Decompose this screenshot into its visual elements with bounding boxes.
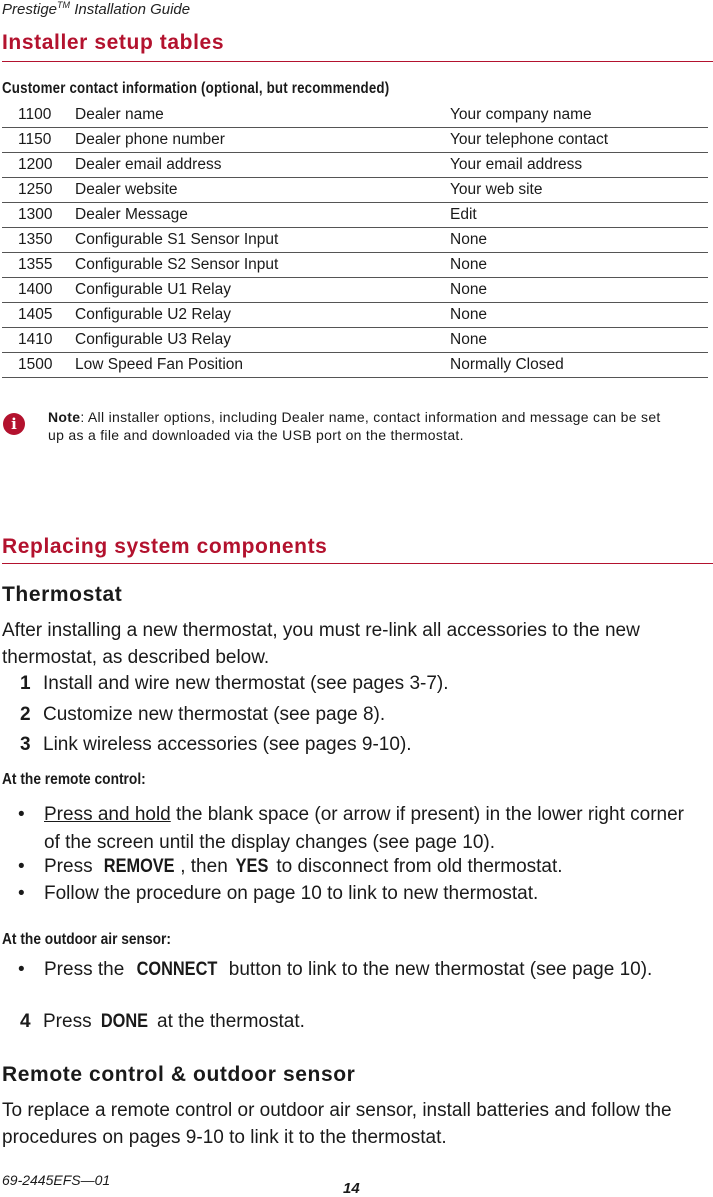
row-indent	[2, 353, 18, 378]
row-label: Dealer phone number	[75, 128, 450, 153]
row-code: 1300	[18, 203, 75, 228]
row-value: None	[450, 278, 708, 303]
row-code: 1405	[18, 303, 75, 328]
table-row	[2, 278, 708, 303]
table-title: Customer contact information (optional, but recommended)	[2, 80, 390, 97]
running-header	[2, 0, 190, 18]
section-title-replacing: Replacing system components	[2, 535, 328, 558]
setup-table	[2, 103, 708, 378]
document-number: 69-2445EFS—01	[2, 1172, 111, 1188]
bullet-dot: •	[18, 804, 25, 825]
row-indent	[2, 153, 18, 178]
row-indent	[2, 103, 18, 128]
row-indent	[2, 253, 18, 278]
row-code: 1350	[18, 228, 75, 253]
row-label: Configurable U1 Relay	[75, 278, 450, 303]
row-code: 1410	[18, 328, 75, 353]
remove-keyword: REMOVE	[103, 856, 175, 877]
step-number: 1	[20, 673, 31, 694]
bullet-dot: •	[18, 856, 25, 877]
bullet-text: button to link to the new thermostat (see page 10).	[223, 959, 653, 980]
row-label: Configurable U3 Relay	[75, 328, 450, 353]
table-row	[2, 103, 708, 128]
row-indent	[2, 278, 18, 303]
table-row	[2, 328, 708, 353]
bullet-text: Press	[44, 856, 98, 877]
table-row	[2, 228, 708, 253]
guide-subtitle: Installation Guide	[74, 1, 191, 18]
step-item	[20, 701, 385, 728]
step-number: 3	[20, 734, 31, 755]
connect-keyword: CONNECT	[136, 959, 217, 980]
table-row	[2, 353, 708, 378]
row-label: Low Speed Fan Position	[75, 353, 450, 378]
bullet-dot: •	[18, 959, 25, 980]
table-row	[2, 303, 708, 328]
row-value: Normally Closed	[450, 353, 708, 378]
row-value: None	[450, 303, 708, 328]
row-label: Configurable S2 Sensor Input	[75, 253, 450, 278]
note	[48, 408, 678, 444]
row-indent	[2, 203, 18, 228]
bullet-text: , then	[180, 856, 234, 877]
step-text: Install and wire new thermostat (see pages 3-7).	[43, 673, 449, 694]
row-code: 1150	[18, 128, 75, 153]
step-item	[20, 1008, 305, 1035]
remote-control-heading: At the remote control:	[2, 771, 146, 788]
done-keyword: DONE	[100, 1011, 148, 1032]
section-rule	[2, 563, 713, 564]
row-label: Dealer name	[75, 103, 450, 128]
step-text: at the thermostat.	[151, 1011, 305, 1032]
bullet-dot: •	[18, 883, 25, 904]
table-row	[2, 203, 708, 228]
row-code: 1400	[18, 278, 75, 303]
row-code: 1100	[18, 103, 75, 128]
step-number: 4	[20, 1011, 31, 1032]
row-value: Your company name	[450, 103, 708, 128]
thermostat-heading: Thermostat	[2, 583, 123, 606]
page-number: 14	[343, 1180, 360, 1197]
thermostat-paragraph: After installing a new thermostat, you must re-link all accessories to the new thermostat, as described below.	[2, 620, 640, 668]
brand-name: Prestige	[2, 1, 58, 18]
row-value: None	[450, 253, 708, 278]
section-rule	[2, 61, 713, 62]
bullet-text: Follow the procedure on page 10 to link to new thermostat.	[44, 883, 539, 904]
step-text: Link wireless accessories (see pages 9-10).	[43, 734, 412, 755]
remote-outdoor-paragraph: To replace a remote control or outdoor air sensor, install batteries and follow the procedures on pages 9-10 to link it to the thermostat.	[2, 1100, 672, 1148]
row-code: 1355	[18, 253, 75, 278]
row-indent	[2, 228, 18, 253]
table-row	[2, 128, 708, 153]
row-value: Edit	[450, 203, 708, 228]
row-label: Dealer website	[75, 178, 450, 203]
row-indent	[2, 178, 18, 203]
step-item	[20, 670, 449, 697]
note-label: Note	[48, 409, 81, 425]
step-text: Customize new thermostat (see page 8).	[43, 704, 386, 725]
row-value: Your web site	[450, 178, 708, 203]
table-row	[2, 153, 708, 178]
row-code: 1500	[18, 353, 75, 378]
row-value: None	[450, 228, 708, 253]
table-row	[2, 253, 708, 278]
row-indent	[2, 328, 18, 353]
row-code: 1200	[18, 153, 75, 178]
row-label: Configurable U2 Relay	[75, 303, 450, 328]
row-label: Dealer email address	[75, 153, 450, 178]
bullet-text: to disconnect from old thermostat.	[271, 856, 563, 877]
row-indent	[2, 303, 18, 328]
step-number: 2	[20, 704, 31, 725]
row-indent	[2, 128, 18, 153]
bullet-text: Press the	[44, 959, 130, 980]
note-text: : All installer options, including Dealer name, contact information and message can be set up as a file and downloaded via the USB port on the thermostat.	[48, 409, 661, 443]
row-label: Dealer Message	[75, 203, 450, 228]
remote-outdoor-heading: Remote control & outdoor sensor	[2, 1063, 356, 1086]
info-icon: i	[3, 413, 25, 435]
step-text: Press	[43, 1011, 97, 1032]
trademark: TM	[57, 0, 71, 10]
step-item	[20, 731, 412, 758]
row-code: 1250	[18, 178, 75, 203]
yes-keyword: YES	[235, 856, 269, 877]
row-value: Your telephone contact	[450, 128, 708, 153]
table-row	[2, 178, 708, 203]
press-and-hold-text: Press and hold	[44, 804, 171, 825]
row-value: Your email address	[450, 153, 708, 178]
bullet-text: the blank space (or arrow if present) in the lower right corner of the screen until the display changes (see page 10).	[44, 804, 684, 853]
row-label: Configurable S1 Sensor Input	[75, 228, 450, 253]
section-title-installer-setup: Installer setup tables	[2, 31, 225, 54]
outdoor-sensor-heading: At the outdoor air sensor:	[2, 931, 171, 948]
row-value: None	[450, 328, 708, 353]
